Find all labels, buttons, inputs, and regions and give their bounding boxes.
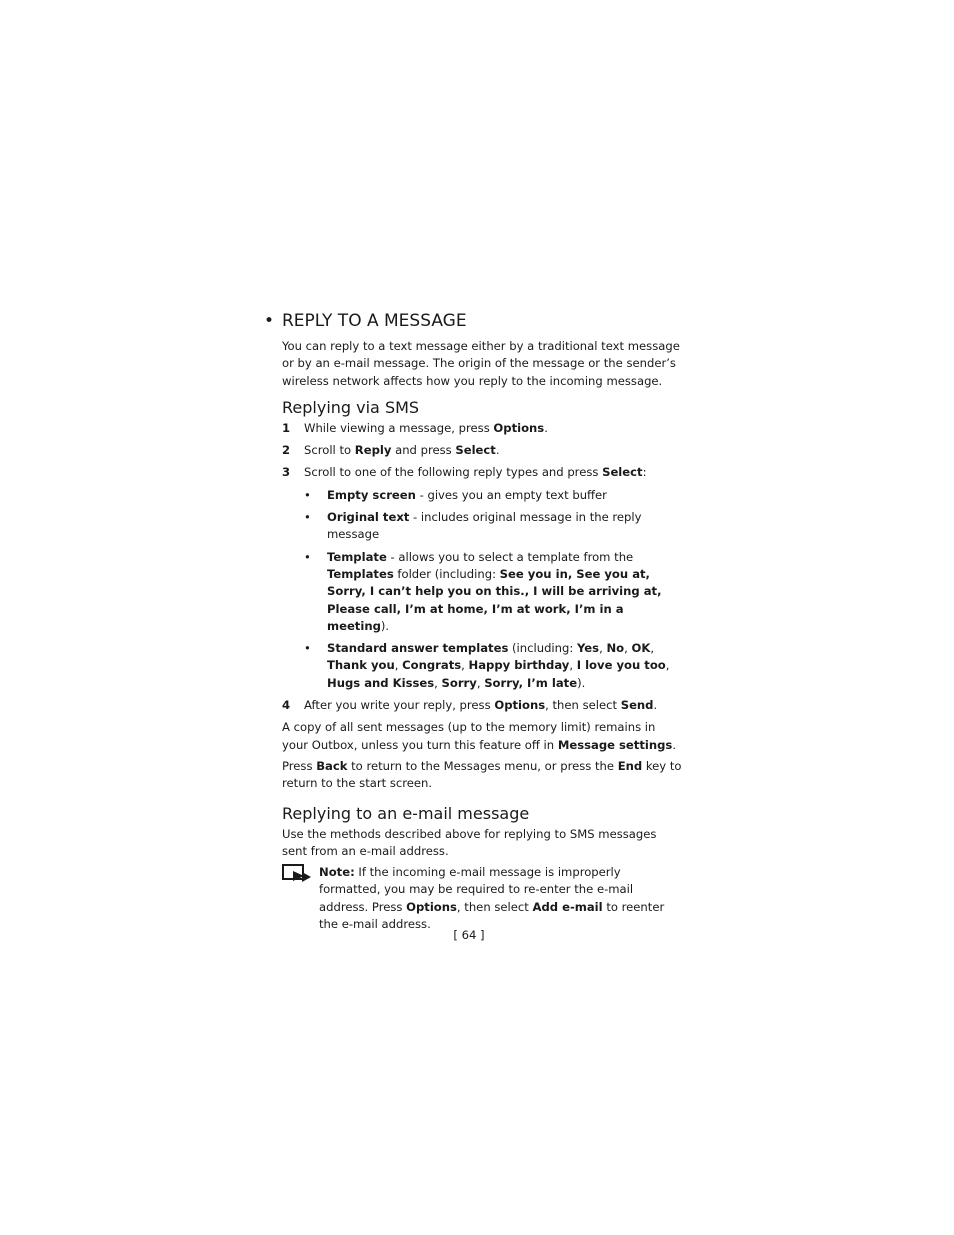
page-content xyxy=(264,308,682,933)
section-title-text: REPLY TO A MESSAGE xyxy=(282,311,467,331)
note-block: Note: If the incoming e-mail message is improperly formatted, you may be required to re-enter the e-mail address. Press Options, then select Add e-mail to reenter the e-mail address. xyxy=(282,864,682,933)
section-intro: You can reply to a text message either by a traditional text message or by an e-mail message. The origin of the message or the sender’s wireless network affects how you reply to the incoming message. xyxy=(282,339,680,388)
email-heading: Replying to an e-mail message xyxy=(282,803,530,823)
step-number: 3 xyxy=(282,465,291,480)
sent-copy-paragraph: A copy of all sent messages (up to the memory limit) remains in your Outbox, unless you turn this feature off in Message settings. xyxy=(282,720,676,752)
option-standard-answer-templates: • Standard answer templates (including: Yes, No, OK, Thank you, Congrats, Happy birthday, I love you too, Hugs and Kisses, Sorry, Sorry, I’m late). xyxy=(304,641,670,690)
note-pad-icon xyxy=(282,863,312,883)
step-2: 2 Scroll to Reply and press Select. xyxy=(282,442,682,459)
step-1: 1 While viewing a message, press Options. xyxy=(282,420,682,437)
list-bullet: • xyxy=(304,487,311,502)
back-paragraph: Press Back to return to the Messages menu, or press the End key to return to the start screen. xyxy=(282,758,682,791)
step-3: 3 Scroll to one of the following reply types and press Select: xyxy=(282,464,682,481)
step-number: 4 xyxy=(282,698,291,713)
list-bullet: • xyxy=(304,549,311,564)
list-bullet: • xyxy=(304,510,311,525)
option-original-text: • Original text - includes original message in the reply message xyxy=(304,510,642,542)
title-bullet: • xyxy=(264,311,275,331)
section-title xyxy=(264,308,682,334)
sms-heading: Replying via SMS xyxy=(282,397,420,417)
list-bullet: • xyxy=(304,641,311,656)
email-intro: Use the methods described above for replying to SMS messages sent from an e-mail address. xyxy=(282,826,657,858)
step-number: 1 xyxy=(282,420,291,435)
option-empty-screen: • Empty screen - gives you an empty text buffer xyxy=(282,487,682,504)
option-template: • Template - allows you to select a template from the Templates folder (including: See you in, See you at, Sorry, I can’t help you on this., I will be arriving at, Please call, I’m at home, I’m at work, I’m in a meeting). xyxy=(304,549,662,633)
page-number: [ 64 ] xyxy=(453,928,485,942)
step-4: 4 After you write your reply, press Options, then select Send. xyxy=(282,697,682,714)
step-number: 2 xyxy=(282,443,291,458)
note-label: Note: xyxy=(319,865,355,880)
